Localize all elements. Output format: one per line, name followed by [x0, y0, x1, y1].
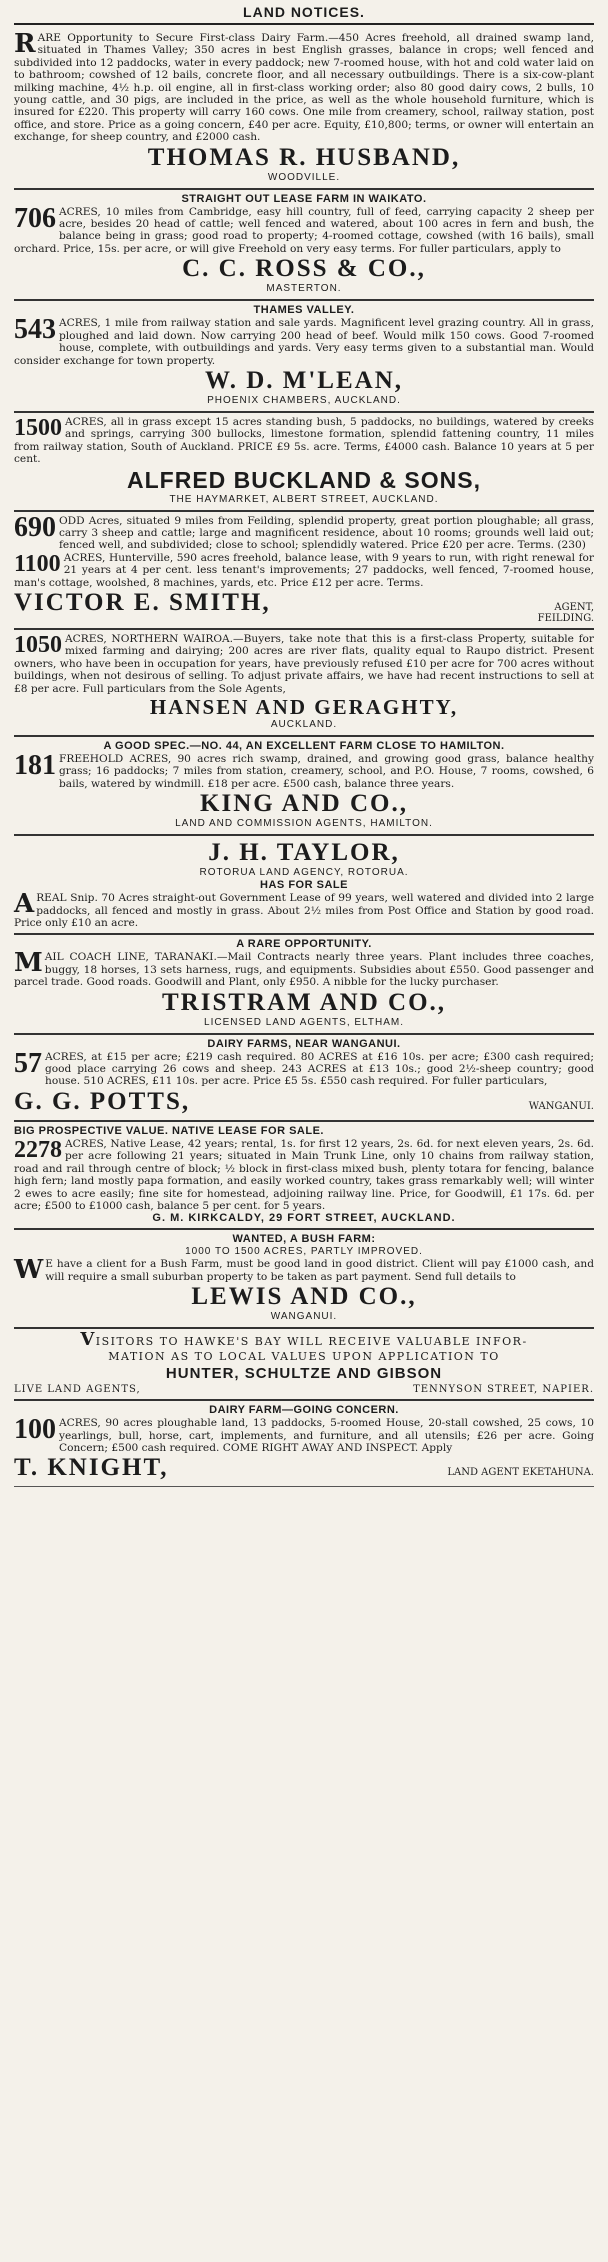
agent-row [14, 1088, 594, 1116]
ad-body: ARE Opportunity to Secure First-class Dairy Farm.—450 Acres freehold, all drained swamp land, situated in Thames Valley; 350 acres in best English grasses, balance in crops; well fenced and subdivided into 12 paddocks, water in every paddock; new 7-roomed house, with hot and cold water laid on to bathroom; cowshed of 12 bails, concrete floor, and all necessary outbuildings. There is a six-cow-plant milking machine, 4½ h.p. oil engine, all in first-class working order; also 80 good dairy cows, 2 bulls, 10 young cattle, and 30 pigs, are included in the price, as well as the whole household furniture, which is insured for £220. This property will carry 160 cows. One mile from creamery, school, railway station, post office, and store. Price as a going concern, £40 per acre. Equity, £10,800; terms, or owner will entertain an exchange, for sheep country, and £2000 cash. [14, 32, 594, 144]
acre-number: 706 [14, 202, 56, 234]
acre-number: 690 [14, 511, 56, 543]
ad-text [14, 29, 594, 144]
ad-reference: (230) [557, 539, 586, 552]
ad-king [14, 737, 594, 836]
agent-name: W. D. M'LEAN, [204, 366, 403, 394]
drop-cap: V [80, 1329, 96, 1351]
ad-heading: WANTED, A BUSH FARM: [232, 1233, 376, 1246]
acre-number-2: 1100 [14, 550, 61, 577]
agent-location: MASTERTON. [266, 283, 342, 295]
ad-body: ACRES, NORTHERN WAIROA.—Buyers, take note that this is a first-class Property, suitable for mixed farming and dairying; 200 acres are river flats, quality equal to Raupo district. Present owners, who have been in occupation for years, have previously refused £10 per acre for 700 acres without buildings, when not desirous of selling. To adjust private affairs, we have had recent instructions to sell at £8 per acre. Full particulars from the Sole Agents, [14, 632, 594, 695]
ad-body-2: ACRES, Hunterville, 590 acres freehold, balance lease, with 9 years to run, with right renewal for 21 years at 4 per cent. less tenant's improvements; 27 paddocks, well fenced, 7-roomed house, man's cottage, woolshed, 8 machines, yards, etc. Price £12 per acre. Terms. [14, 551, 594, 589]
drop-cap: A [14, 889, 35, 920]
ad-taylor [14, 836, 594, 935]
acre-number: 1500 [14, 414, 62, 441]
ad-body: AIL COACH LINE, TARANAKI.—Mail Contracts nearly three years. Plant includes three coaches, buggy, 18 horses, 13 sets harness, rugs, and equipments. Subsidies about £550. Good passenger and parcel trade. Good roads. Goodwill and Plant, only £950. A nibble for the lucky purchaser. [14, 951, 594, 989]
agent-location: ROTORUA LAND AGENCY, ROTORUA. [199, 867, 409, 879]
ad-heading: DAIRY FARM—GOING CONCERN. [209, 1404, 399, 1417]
agent-location: AUCKLAND. [270, 719, 338, 730]
agent-row [14, 589, 594, 624]
ad-buckland [14, 413, 594, 512]
ad-text [14, 633, 594, 695]
ad-text [14, 1138, 594, 1212]
agent-row [14, 1454, 594, 1482]
agent-location: WANGANUI. [270, 1311, 338, 1323]
ad-body: E have a client for a Bush Farm, must be good land in good district. Client will pay £1000 cash, and will require a small suburban property to be taken as part payment. Send full details to [45, 1258, 594, 1283]
ad-potts [14, 1035, 594, 1122]
drop-cap: M [14, 948, 43, 979]
ad-body: ACRES, Native Lease, 42 years; rental, 1s. for first 12 years, 2s. 6d. for next eleven years, 2s. 6d. per acre following 21 years; situated in Main Trunk Line, only 10 chains from railway station, road and rail through centre of block; ½ block in first-class mixed bush, plenty totara for fencing, balance high fern; land mostly papa formation, and easily worked country, takes grass remarkably well; will winter 2 ewes to acre easily; fine site for homestead, adjoining railway line. Price, for Goodwill, £1 17s. 6d. per acre; £500 to £1000 cash, balance 5 per cent. for 5 years. [14, 1137, 594, 1212]
agent-name: G. G. POTTS, [14, 1087, 191, 1115]
ad-text [14, 1047, 594, 1088]
ad-heading: DAIRY FARMS, NEAR WANGANUI. [207, 1037, 401, 1050]
ad-heading: BIG PROSPECTIVE VALUE. NATIVE LEASE FOR SALE. [14, 1124, 324, 1137]
ad-body: ACRES, 10 miles from Cambridge, easy hill country, full of feed, carrying capacity 2 sheep per acre, besides 20 head of cattle; well fenced and watered, about 100 acres in fern and bush, the balance being in grass; good road to property; 4-roomed cottage, cowshed (with 16 bails), small orchard. Price, 15s. per acre, or will give Freehold on very easy terms. For fuller particulars, apply to [14, 205, 594, 255]
drop-cap: R [14, 29, 36, 59]
ad-heading: A GOOD SPEC.—NO. 44, AN EXCELLENT FARM CLOSE TO HAMILTON. [103, 740, 505, 752]
ad-text [14, 948, 594, 989]
agent-name: G. M. KIRKCALDY, 29 FORT STREET, AUCKLAND. [152, 1212, 456, 1225]
ad-text [14, 202, 594, 256]
ad-text [14, 889, 594, 930]
ad-text-2 [14, 552, 594, 589]
agent-role: AGENT, [554, 601, 594, 613]
ad-heading: THAMES VALLEY. [253, 304, 355, 317]
ad-body: ACRES, 90 acres ploughable land, 13 paddocks, 5-roomed House, 20-stall cowshed, 25 cows, 10 yearlings, bull, horse, cart, implements, and furniture, and all utensils; £26 per acre. Going Concern; £500 cash required. COME RIGHT AWAY AND INSPECT. Apply [59, 1417, 594, 1454]
ad-heading: HAS FOR SALE [260, 879, 348, 892]
section-title: LAND NOTICES. [14, 4, 594, 25]
ad-hansen [14, 630, 594, 737]
ad-heading: STRAIGHT OUT LEASE FARM IN WAIKATO. [181, 192, 427, 205]
ad-body: ACRES, 1 mile from railway station and sale yards. Magnificent level grazing country. All in grass, ploughed and laid down. Now carrying 200 head of beef. Would milk 150 cows. Good 7-roomed house, complete, with outbuildings and yards. Very easy terms given to a substantial man. Would consider exchange for town property. [14, 317, 594, 367]
ad-subheading: 1000 TO 1500 ACRES, PARTLY IMPROVED. [185, 1246, 423, 1258]
ad-lewis [14, 1230, 594, 1329]
acre-number: 100 [14, 1414, 56, 1446]
agent-name: KING AND CO., [200, 790, 408, 818]
ad-body: FREEHOLD ACRES, 90 acres rich swamp, drained, and growing good grass, balance healthy grass; 16 paddocks; 7 miles from station, creamery, school, and P.O. House, 7 rooms, cowshed, 6 bails, watered by windmill. £18 per acre. £500 cash, balance three years. [59, 753, 594, 790]
agent-row [14, 1384, 594, 1395]
info-line-1 [14, 1329, 594, 1351]
ad-knight [14, 1401, 594, 1487]
agent-location: LAND AND COMMISSION AGENTS, HAMILTON. [175, 818, 433, 830]
ad-smith [14, 512, 594, 630]
acre-number: 57 [14, 1047, 42, 1079]
agent-location: WANGANUI. [528, 1100, 594, 1112]
info-text-1: ISITORS TO HAWKE'S BAY WILL RECEIVE VALUABLE INFOR- [95, 1335, 528, 1349]
agent-location: TENNYSON STREET, NAPIER. [413, 1384, 594, 1396]
agent-name: LEWIS AND CO., [191, 1283, 417, 1311]
ad-body: ODD Acres, situated 9 miles from Feilding, splendid property, great portion ploughable; all grass, carry 3 sheep and cattle; large and magnificent residence, about 10 rooms; grounds well laid out; fenced well, and subdivided; close to school; splendidly watered. Price £20 per acre. Terms. [59, 514, 594, 552]
ad-text [14, 750, 594, 790]
acre-number: 543 [14, 314, 56, 346]
agent-location: WOODVILLE. [267, 171, 341, 183]
acre-number: 181 [14, 750, 56, 781]
agent-name: VICTOR E. SMITH, [14, 588, 271, 616]
drop-cap: W [14, 1255, 44, 1286]
agent-name: HANSEN AND GERAGHTY, [149, 695, 459, 719]
ad-tristram [14, 935, 594, 1034]
ad-text [14, 416, 594, 466]
ad-body: REAL Snip. 70 Acres straight-out Government Lease of 99 years, well watered and divided into 2 large paddocks, all fenced and mostly in grass. About 2½ miles from Post Office and Station by good road. Price only £10 an acre. [14, 892, 594, 930]
agent-name: TRISTRAM AND CO., [161, 988, 447, 1016]
ad-hunter [14, 1329, 594, 1401]
agent-name: ALFRED BUCKLAND & SONS, [127, 466, 481, 493]
agent-name: T. KNIGHT, [14, 1454, 169, 1482]
ad-body: ACRES, at £15 per acre; £219 cash required. 80 ACRES at £16 10s. per acre; £300 cash required; good place carrying 26 cows and sheep. 243 ACRES at £13 10s.; good 2½-sheep country; good house. 510 ACRES, £11 10s. per acre. Price £5 5s. £550 cash required. For fuller particulars, [45, 1050, 594, 1088]
agent-location: THE HAYMARKET, ALBERT STREET, AUCKLAND. [169, 493, 439, 505]
ad-text [14, 1255, 594, 1286]
agent-location: FEILDING. [537, 612, 594, 624]
ad-ross [14, 190, 594, 302]
ad-text [14, 314, 594, 367]
acre-number: 1050 [14, 631, 62, 658]
agent-title [538, 602, 594, 624]
agent-location: LICENSED LAND AGENTS, ELTHAM. [204, 1016, 404, 1028]
agent-name: C. C. ROSS & CO., [182, 255, 426, 283]
ad-kirkcaldy [14, 1122, 594, 1230]
ad-body: ACRES, all in grass except 15 acres standing bush, 5 paddocks, no buildings, watered by creeks and springs, carrying 300 bullocks, limestone formation, splendid fattening country, 11 miles from railway station, South of Auckland. PRICE £9 5s. acre. Terms, £4000 cash. Balance 10 years at 5 per cent. [14, 415, 594, 466]
info-line-2: MATION AS TO LOCAL VALUES UPON APPLICATION TO [108, 1350, 500, 1364]
agent-name: HUNTER, SCHULTZE AND GIBSON [165, 1365, 443, 1383]
agent-location: LAND AGENT EKETAHUNA. [447, 1467, 594, 1479]
agent-name: J. H. TAYLOR, [208, 839, 400, 867]
agent-label: LIVE LAND AGENTS, [14, 1384, 141, 1396]
ad-mclean [14, 301, 594, 413]
ad-text [14, 511, 594, 552]
ad-heading: A RARE OPPORTUNITY. [236, 938, 372, 951]
agent-name: THOMAS R. HUSBAND, [147, 143, 461, 171]
acre-number: 2278 [14, 1136, 62, 1163]
ad-husband [14, 29, 594, 190]
ad-text [14, 1414, 594, 1454]
agent-location: PHOENIX CHAMBERS, AUCKLAND. [207, 394, 401, 406]
